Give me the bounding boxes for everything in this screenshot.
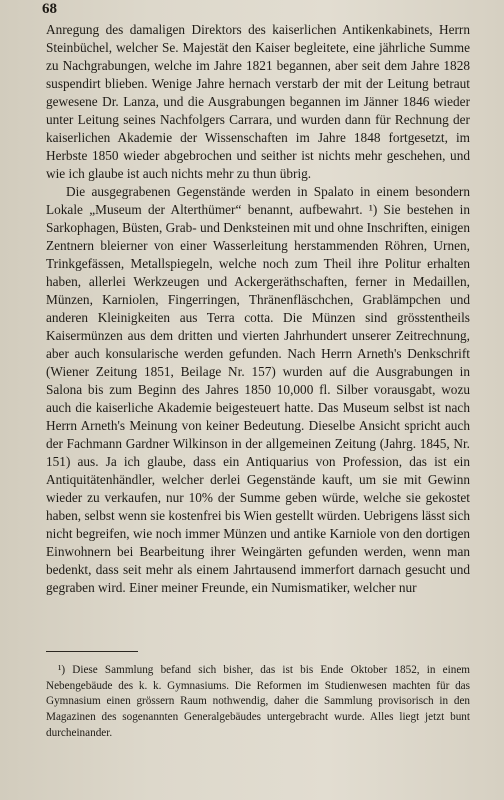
footnote bbox=[46, 663, 470, 742]
footnote-divider bbox=[46, 651, 138, 652]
paragraph-1: Anregung des damaligen Direktors des kaiserlichen Antikenkabinets, Herrn Steinbüchel, welcher Se. Majestät den Kaiser begleitete, eine jährliche Summe zu Nachgrabungen, welche im Jahre 1821 begannen, aber seit dem Jahre 1828 suspendirt blieben. Wenige Jahre hernach verstarb der mit der Leitung betraut gewesene Dr. Lanza, und die Ausgrabungen begannen im Jänner 1846 wieder unter Leitung seines Nachfolgers Carrara, und wurden dann für Rechnung der kaiserlichen Akademie der Wissenschaften im Jahre 1848 fortgesetzt, im Herbste 1850 wieder abgebrochen und seither ist nichts mehr geschehen, und wie ich glaube ist auch nichts mehr zu thun übrig. bbox=[46, 22, 470, 181]
page-number: 68 bbox=[42, 1, 57, 17]
paragraph-2: Die ausgegrabenen Gegenstände werden in Spalato in einem besondern Lokale „Museum der Alterthümer“ benannt, aufbewahrt. ¹) Sie bestehen in Sarkophagen, Büsten, Grab- und Denksteinen mit und ohne Inschriften, einigen Zentnern bleierner von einer Wasserleitung herstammenden Röhren, Urnen, Trinkgefässen, Metallspiegeln, welche noch zum Theil ihre Politur erhalten haben, allerlei Werkzeugen und Ackergeräthschaften, ferner in Medaillen, Münzen, Karniolen, Fingerringen, Thränenfläschchen, Grablämpchen und anderen Kleinigkeiten aus Terra cotta. Die Münzen sind grösstentheils Kaisermünzen aus dem dritten und vierten Jahrhundert unserer Zeitrechnung, aber auch konsularische werden gefunden. Nach Herrn Arneth's Denkschrift (Wiener Zeitung 1851, Beilage Nr. 157) wurden auf die Ausgrabungen in Salona bis zum Beginn des Jahres 1850 10,000 fl. Silber vorausgabt, wozu auch die kaiserliche Akademie beigesteuert hatte. Das Museum selbst ist nach Herrn Arneth's Meinung von keiner Bedeutung. Dieselbe Ansicht spricht auch der Fachmann Gardner Wilkinson in der allgemeinen Zeitung (Jahrg. 1845, Nr. 151) aus. Ja ich glaube, dass ein Antiquarius von Profession, das ist ein Antiquitätenhändler, welcher derlei Gegenstände kauft, um sie mit Gewinn wieder zu verkaufen, nur 10% der Summe geben würde, welche sie gekostet haben, selbst wenn sie kostenfrei bis Wien gestellt würden. Uebrigens lässt sich nicht begreifen, wie noch immer Münzen und antike Karniole von den dortigen Einwohnern bei Bearbeitung ihrer Weingärten gefunden werden, wenn man bedenkt, dass seit mehr als einem Jahrtausend immerfort darnach gesucht und gegraben wird. Einer meiner Freunde, ein Numismatiker, welcher nur bbox=[46, 184, 470, 595]
footnote-text: ¹) Diese Sammlung befand sich bisher, das ist bis Ende Oktober 1852, in einem Nebengebäude des k. k. Gymnasiums. Die Reformen im Studienwesen machten für das Gymnasium einen grössern Raum nothwendig, daher die Sammlung provisorisch in den Magazinen des sogenannten Generalgebäudes untergebracht wurde. Alles liegt jetzt bunt durcheinander. bbox=[46, 664, 470, 739]
main-text bbox=[46, 21, 470, 597]
